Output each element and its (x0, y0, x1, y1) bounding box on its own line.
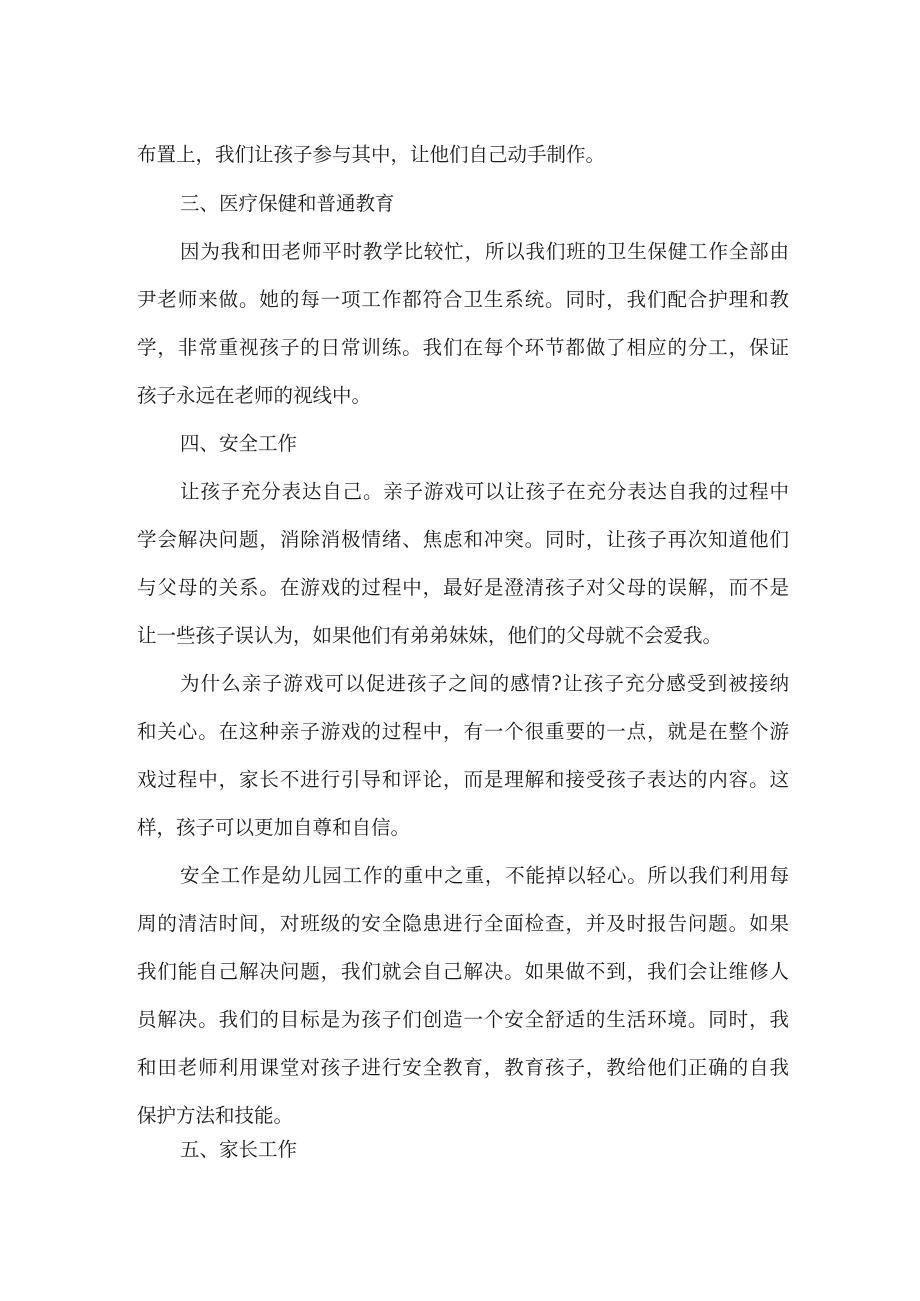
text-line: 样，孩子可以更加自尊和自信。 (137, 816, 411, 839)
text-line: 周的清洁时间，对班级的安全隐患进行全面检查，并及时报告问题。如果 (137, 912, 789, 935)
text-line: 尹老师来做。她的每一项工作都符合卫生系统。同时，我们配合护理和教 (137, 288, 789, 311)
text-line: 安全工作是幼儿园工作的重中之重，不能掉以轻心。所以我们利用每 (180, 864, 789, 887)
section-heading-parents: 五、家长工作 (180, 1138, 298, 1161)
text-line: 保护方法和技能。 (137, 1104, 294, 1127)
text-line: 学会解决问题，消除消极情绪、焦虑和冲突。同时，让孩子再次知道他们 (137, 528, 789, 551)
text-line: 让一些孩子误认为，如果他们有弟弟妹妹，他们的父母就不会爱我。 (137, 624, 723, 647)
text-line: 我们能自己解决问题，我们就会自己解决。如果做不到，我们会让维修人 (137, 960, 789, 983)
text-line: 让孩子充分表达自己。亲子游戏可以让孩子在充分表达自我的过程中 (180, 480, 789, 503)
text-line: 员解决。我们的目标是为孩子们创造一个安全舒适的生活环境。同时，我 (137, 1008, 789, 1031)
text-line: 与父母的关系。在游戏的过程中，最好是澄清孩子对父母的误解，而不是 (137, 576, 789, 599)
section-heading-safety: 四、安全工作 (180, 432, 298, 455)
section-heading-medical: 三、医疗保健和普通教育 (180, 192, 395, 215)
text-line: 戏过程中，家长不进行引导和评论，而是理解和接受孩子表达的内容。这 (137, 768, 789, 791)
text-line: 和田老师利用课堂对孩子进行安全教育，教育孩子，教给他们正确的自我 (137, 1056, 789, 1079)
text-line: 布置上，我们让孩子参与其中，让他们自己动手制作。 (137, 143, 606, 166)
text-line: 为什么亲子游戏可以促进孩子之间的感情?让孩子充分感受到被接纳 (180, 672, 789, 695)
text-line: 学，非常重视孩子的日常训练。我们在每个环节都做了相应的分工，保证 (137, 336, 789, 359)
text-line: 因为我和田老师平时教学比较忙，所以我们班的卫生保健工作全部由 (180, 240, 789, 263)
text-line: 孩子永远在老师的视线中。 (137, 384, 372, 407)
text-line: 和关心。在这种亲子游戏的过程中，有一个很重要的一点，就是在整个游 (137, 720, 789, 743)
